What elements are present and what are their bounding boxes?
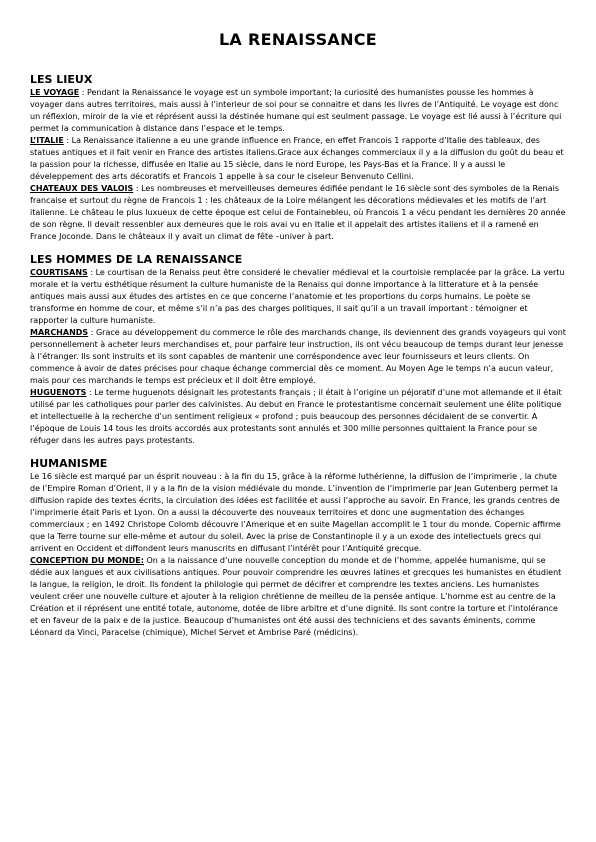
paragraph-text: Le 16 siècle est marqué par un ésprit nouveau : à la fin du 15, grâce à la réforme luthérienne, la diffusion de l’imprimerie , la chute de l’Empire Roman d’Orient, il y a la fin de la vision médiévale du monde. L’invention de l’imprimerie par Jean Gutenberg permet la diffusion rapide des textes écrits, la circulation des idées est facilitée et aussi l’approche au savoir. En France, les grands centres de l’imprimerie était Paris et Lyon. On a aussi la découverte des nouveaux territoires et donc une augmentation des échanges commerciaux ; en 1492 Christope Colomb découvre l’Amerique et en suite Magellan accomplit le 1 tour du monde. Copernic affirme que la Terre tourne sur elle-même et autour du soleil. Avec la prise de Constantinople il y a un exode des intellectuels grecs qui arrivent en Occident et diffondent leurs manuscrits en diffusant l’intérêt pour l’Antiquité grecque. [30, 472, 561, 553]
paragraph-voyage [30, 87, 566, 135]
paragraph-chateaux [30, 183, 566, 243]
paragraph-italie [30, 135, 566, 183]
paragraph-text: : Grace au développement du commerce le rôle des marchands change, ils deviennent des grands voyageurs qui vont personnellement à acheter leurs merchandises et, pour parfaire leur instruction, ils ont vécu beaucoup de temps durant leur jenesse à l’étranger. Ils sont instruits et ils sont capables de mantenir une corréspondence avec leur fournisseurs et leurs clients. On commence à avoir de dates précises pour chaque échange commercial dès ce moment. Au Moyen Age le temps n’a aucun valeur, mais pour ces marchands le temps est précieux et il doit être employé. [30, 328, 566, 385]
document-title: LA RENAISSANCE [218, 30, 378, 49]
paragraph-term: COURTISANS [30, 268, 88, 277]
paragraph-huguenots [30, 387, 566, 447]
paragraph-marchands [30, 327, 566, 387]
paragraph-term: HUGUENOTS [30, 388, 87, 397]
paragraph-text: : Les nombreuses et merveilleuses demeures édifiée pendant le 16 siècle sont des symboles de la Renais francaise et surtout du règne de Francois 1 : les châteaux de la Loire mélangent les décorations médievales et les motifs de l’art italienne. Le château le plus luxueux de cette époque est celui de Fontainebleu, où Francois 1 a vécu pendant les dernières 20 année de son règne. Il devait ressenbler aux demeures que le rois avai vu en Italie et il appelait des artistes italiens et il a ramené en France Joconde. Dans le châteaux il y avait un climat de fête –univer à part. [30, 184, 566, 241]
paragraph-conception [30, 555, 566, 639]
section-heading: LES HOMMES DE LA RENAISSANCE [30, 253, 243, 266]
paragraph-term: L’ITALIE [30, 136, 64, 145]
paragraph-term: MARCHANDS [30, 328, 89, 337]
paragraph-term: CONCEPTION DU MONDE: [30, 556, 144, 565]
paragraph-text: : Le courtisan de la Renaiss peut être consideré le chevalier médieval et la courtoisie remplacée par la grâce. La vertu morale et la vertu esthétique résument la culture humaniste de la Renaiss qui donne importance à la litterature et à la pensée antiques mais aussi aux études des artistes en ce que concerne l’anatomie et les proportions du corps humains. Le poète se transforme en homme de cour, et même s’il n’a pas des charges politiques, il sait qu’il a un travail important : témoigner et rapporter la culture humaniste. [30, 268, 565, 325]
paragraph-humanisme-intro [30, 471, 566, 555]
section-heading: LES LIEUX [30, 73, 93, 86]
paragraph-term: CHATEAUX DES VALOIS [30, 184, 134, 193]
paragraph-text: : La Renaissance italienne a eu une grande influence en France, en effet Francois 1 rapporte d’Italie des tableaux, des statues antiques et il fait venir en France des artistes italiens.Grace aux échanges commerciaux il y a la diffusion du goût du beau et la passion pour la richesse, diffusée en Italie au 15 siècle, dans le nord Europe, les Pays-Bas et la France. Il y a aussi le déveleppement des arts décoratifs et Francois 1 appelle à sa cour le ciseleur Benvenuto Cellini. [30, 136, 564, 181]
section-heading: HUMANISME [30, 457, 108, 470]
paragraph-text: On a la naissance d’une nouvelle conception du monde et de l’homme, appelée humanisme, qui se dédie aux langues et aux civilisations antiques. Pour pouvoir comprendre les œuvres latines et grecques les humanistes en étudient la langue, la religion, le droit. Ils fondent la philologie qui permet de décifrer et comprendre les textes anciens. Les humanistes veulent créer une nouvelle culture et ajouter à la religion chrétienne de meilleu de la pensée antique. L’homme est au centre de la Création et il réprésent une entité totale, autonome, dotée de libre arbitre et d’une dignité. Ils sont contre la torture et l’intolérance et en faveur de la paix e de la justice. Beaucoup d’humanistes ont été aussi des techniciens et des savants éminents, comme Léonard da Vinci, Paracelse (chimique), Michel Servet et Ambrise Paré (médicins). [30, 556, 562, 637]
section-les-hommes [30, 253, 566, 447]
section-les-lieux [30, 73, 566, 243]
section-humanisme [30, 457, 566, 639]
paragraph-text: : Pendant la Renaissance le voyage est un symbole important; la curiosité des humanistes pousse les hommes à voyager dans autres territoires, mais aussi à l’interieur de soi pour se connaitre et dans les livres de l’Antiquité. Le voyage est donc un réflexion, miroir de la vie et réprésent aussi la déstinée humane qui est seulment passage. Le voyage est lié aussi à l’écriture qui permet la communication à distance dans l’espace et le temps. [30, 88, 562, 133]
paragraph-courtisans [30, 267, 566, 327]
paragraph-text: : Le terme huguenots désignait les protestants français ; il était à l’origine un péjoratif d’une mot allemande et il était utilisé par les catholiques pour parler des calvinistes. Au debut en France le protestantisme concernait seulement une élite politique et intellectuelle à la recherche d’un sentiment religieux « profond ; puis beaucoup des personnes décidaient de se convertir. A l’époque de Louis 14 tous les droits accordés aux protestants sont annulés et 300 mille personnes quittaient la France pour se réfuger dans les autres pays protestants. [30, 388, 562, 445]
paragraph-term: LE VOYAGE [30, 88, 80, 97]
